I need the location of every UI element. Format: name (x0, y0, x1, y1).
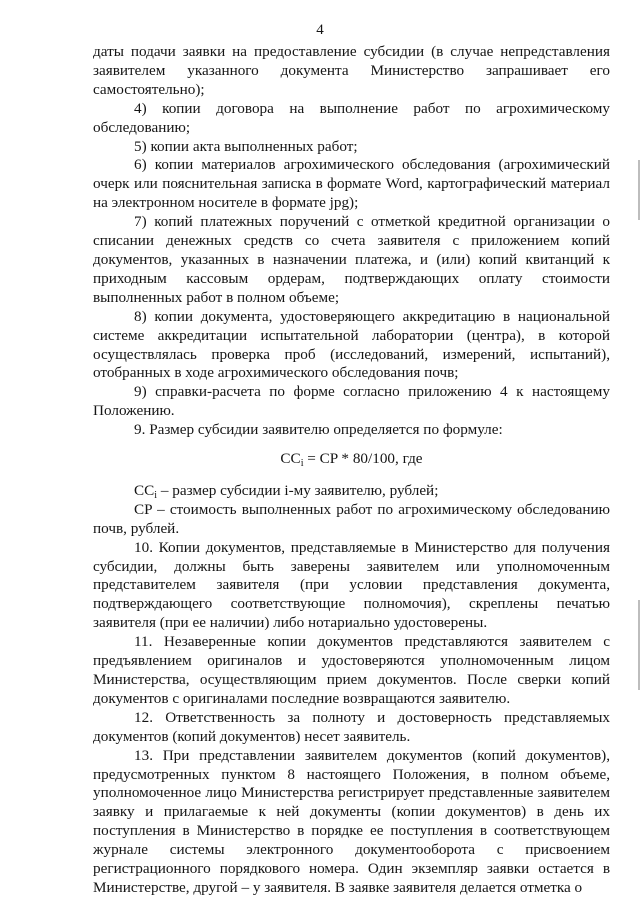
formula-lhs-subscript: i (300, 458, 304, 470)
list-item-4: 4) копии договора на выполнение работ по агрохимическому обследованию; (93, 99, 610, 136)
paragraph-continuation: даты подачи заявки на предоставление субсидии (в случае непредставления заявителем указанного документа Министерство запрашивает его самостоятельно); (93, 43, 610, 98)
definition-subscript: i (154, 489, 158, 501)
list-item-7: 7) копий платежных поручений с отметкой кредитной организации о списании денежных средств со счета заявителя с приложением копий документов, указанных в назначении платежа, и (или) копий квитанций к приходным кассовым ордерам, подтверждающих оплату стоимости выполненных работ в полном объеме; (93, 213, 610, 306)
definition-symbol: CP (134, 500, 153, 518)
subsidy-formula (93, 450, 610, 469)
list-item-5: 5) копии акта выполненных работ; (134, 137, 358, 155)
clause-10: 10. Копии документов, представляемые в Министерство для получения субсидии, должны быть заверены заявителем или уполномоченным представителем заявителя (при условии представления документа, подтверждающего соответствующие полномочия), скреплены печатью заявителя (при ее наличии) либо нотариально удостоверены. (93, 538, 610, 632)
page-number: 4 (316, 22, 324, 38)
document-body (93, 43, 610, 898)
clause-11: 11. Незаверенные копии документов представляются заявителем с предъявлением оригиналов и удостоверяются уполномоченным лицом Министерства, осуществляющим прием документов. После сверки копий документов с оригиналами последние возвращаются заявителю. (93, 633, 610, 707)
definition-text: – стоимость выполненных работ по агрохимическому обследованию почв, рублей. (93, 500, 610, 537)
definition-cci (93, 482, 610, 501)
clause-13: 13. При представлении заявителем документов (копий документов), предусмотренных пунктом 8 настоящего Положения, в полном объеме, уполномоченное лицо Министерства регистрирует представленные заявителем заявку и прилагаемые к ней документы (копии документов) в день их поступления в Министерство в порядке ее поступления в соответствующем журнале системы электронного документооборота с присвоением регистрационного порядкового номера. Один экземпляр заявки остается в Министерстве, другой – у заявителя. В заявке заявителя делается отметка о (93, 746, 610, 896)
list-item-8: 8) копии документа, удостоверяющего аккредитацию в национальной системе аккредитации испытательной лаборатории (центра), в которой осуществлялась проверка проб (исследований, измерений, испытаний), отобранных в ходе агрохимического обследования почв; (93, 307, 610, 382)
list-item-9: 9) справки-расчета по форме согласно приложению 4 к настоящему Положению. (93, 383, 610, 420)
clause-9: 9. Размер субсидии заявителю определяется по формуле: (134, 421, 503, 439)
formula-lhs: CC (280, 450, 301, 468)
definition-text: – размер субсидии i-му заявителю, рублей; (157, 481, 439, 499)
clause-12: 12. Ответственность за полноту и достоверность представляемых документов (копий документов) несет заявитель. (93, 708, 610, 745)
definition-cp (93, 501, 610, 539)
definition-symbol: CC (134, 481, 155, 499)
list-item-6: 6) копии материалов агрохимического обследования (агрохимический очерк или пояснительная записка в формате Word, картографический материал на электронном носителе в формате jpg); (93, 156, 610, 212)
formula-rhs: = CP * 80/100, где (303, 450, 423, 468)
